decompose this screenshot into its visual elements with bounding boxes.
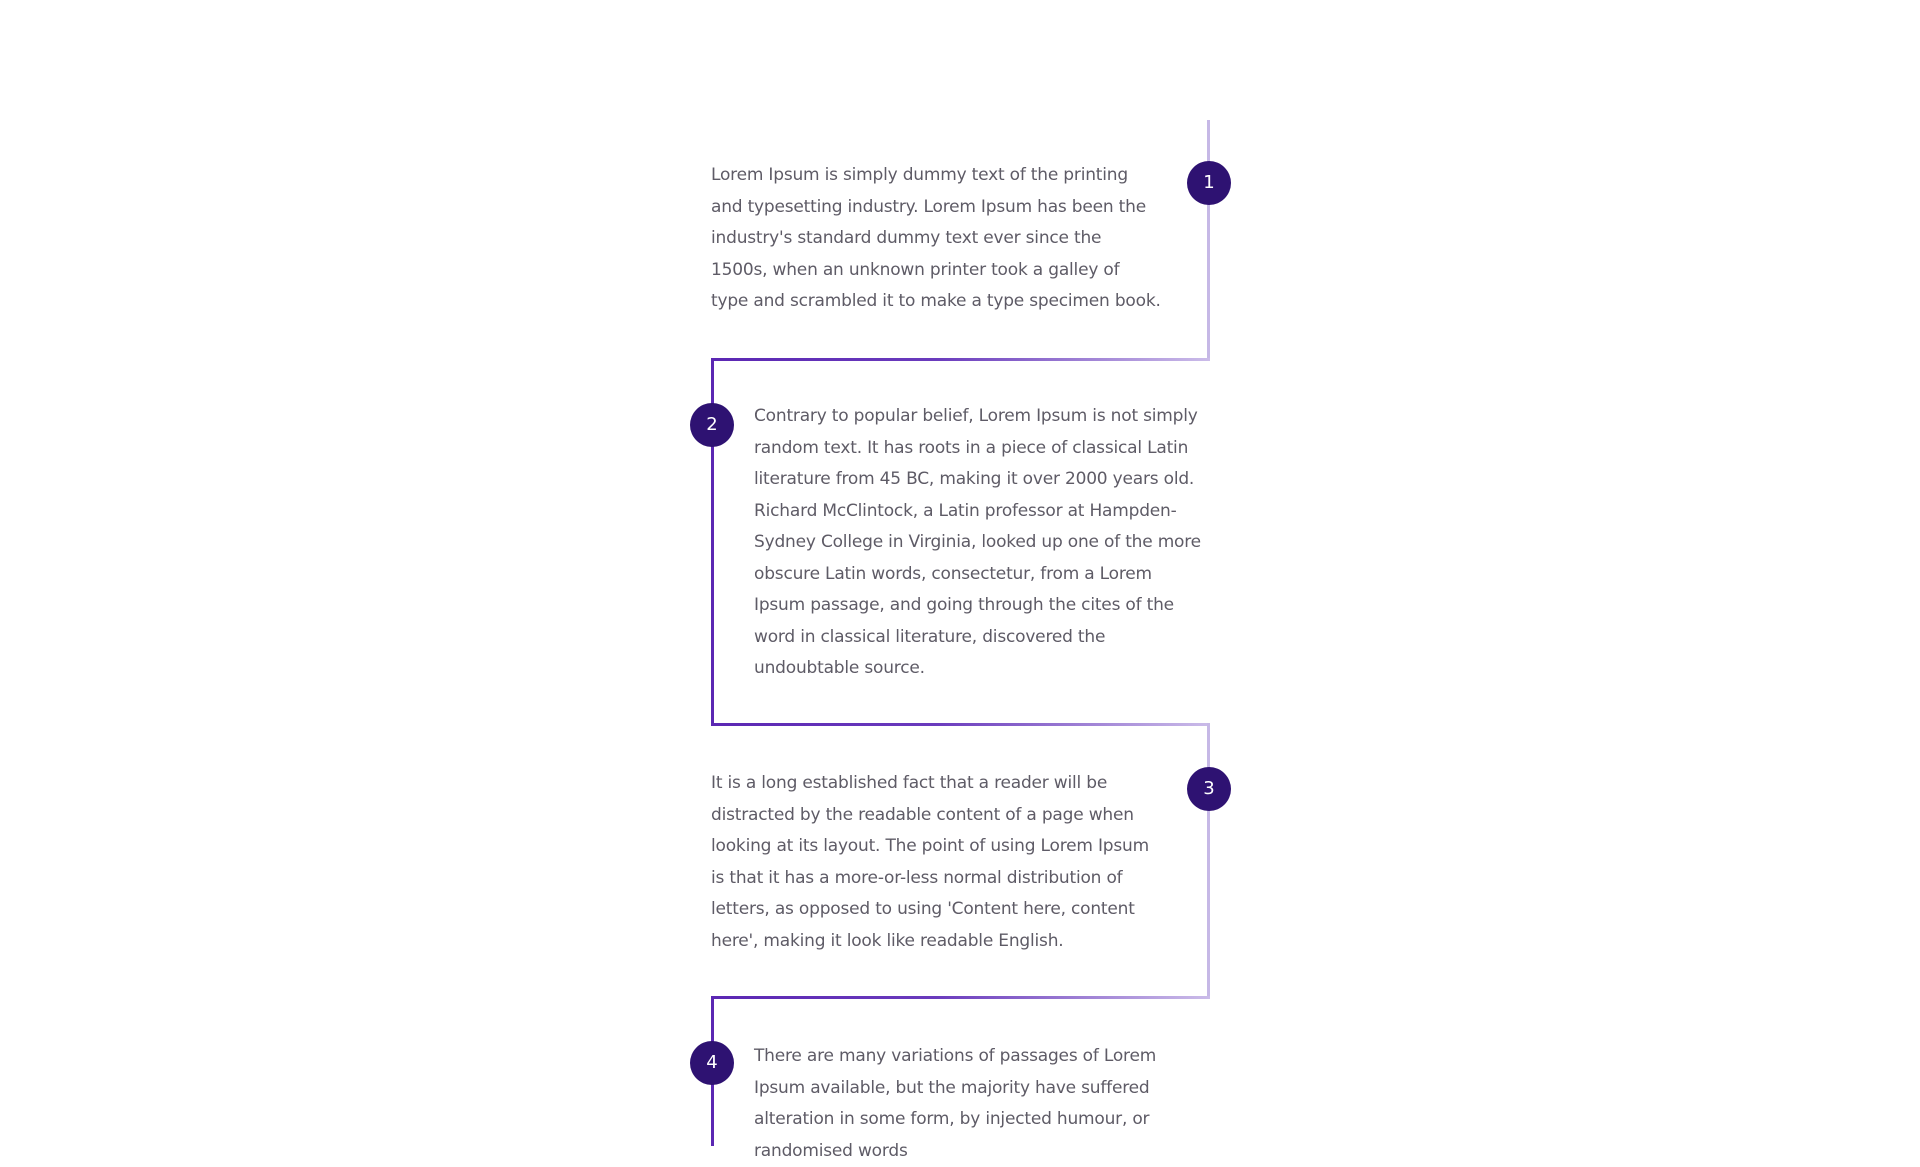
timeline-item-text: Lorem Ipsum is simply dummy text of the printing and typesetting industry. Lorem Ipsum has been the industry's standard dummy text ever since the 1500s, when an unknown printer took a galley of type and scrambled it to make a type specimen book.: [711, 165, 1161, 311]
timeline-item-text: It is a long established fact that a reader will be distracted by the readable content of a page when looking at its layout. The point of using Lorem Ipsum is that it has a more-or-less normal distribution of letters, as opposed to using 'Content here, content here', making it look like readable English.: [711, 773, 1149, 951]
timeline-connector-horizontal-2: [711, 723, 1210, 726]
timeline: [706, 120, 1215, 1161]
timeline-connector-horizontal-1: [711, 358, 1210, 361]
step-number-badge: 2: [690, 403, 734, 447]
step-number-badge: 4: [690, 1041, 734, 1085]
timeline-item-text: Contrary to popular belief, Lorem Ipsum is not simply random text. It has roots in a piece of classical Latin literature from 45 BC, making it over 2000 years old. Richard McClintock, a Latin professor at Hampden-Sydney College in Virginia, looked up one of the more obscure Latin words, consectetur, from a Lorem Ipsum passage, and going through the cites of the word in classical literature, discovered the undoubtable source.: [754, 406, 1201, 678]
timeline-connector-3: [1207, 723, 1210, 999]
timeline-connector-1: [1207, 120, 1210, 360]
timeline-item-text: There are many variations of passages of Lorem Ipsum available, but the majority have suffered alteration in some form, by injected humour, or randomised words: [754, 1046, 1157, 1161]
timeline-connector-horizontal-3: [711, 996, 1210, 999]
step-number-badge: 3: [1187, 767, 1231, 811]
step-number-badge: 1: [1187, 161, 1231, 205]
